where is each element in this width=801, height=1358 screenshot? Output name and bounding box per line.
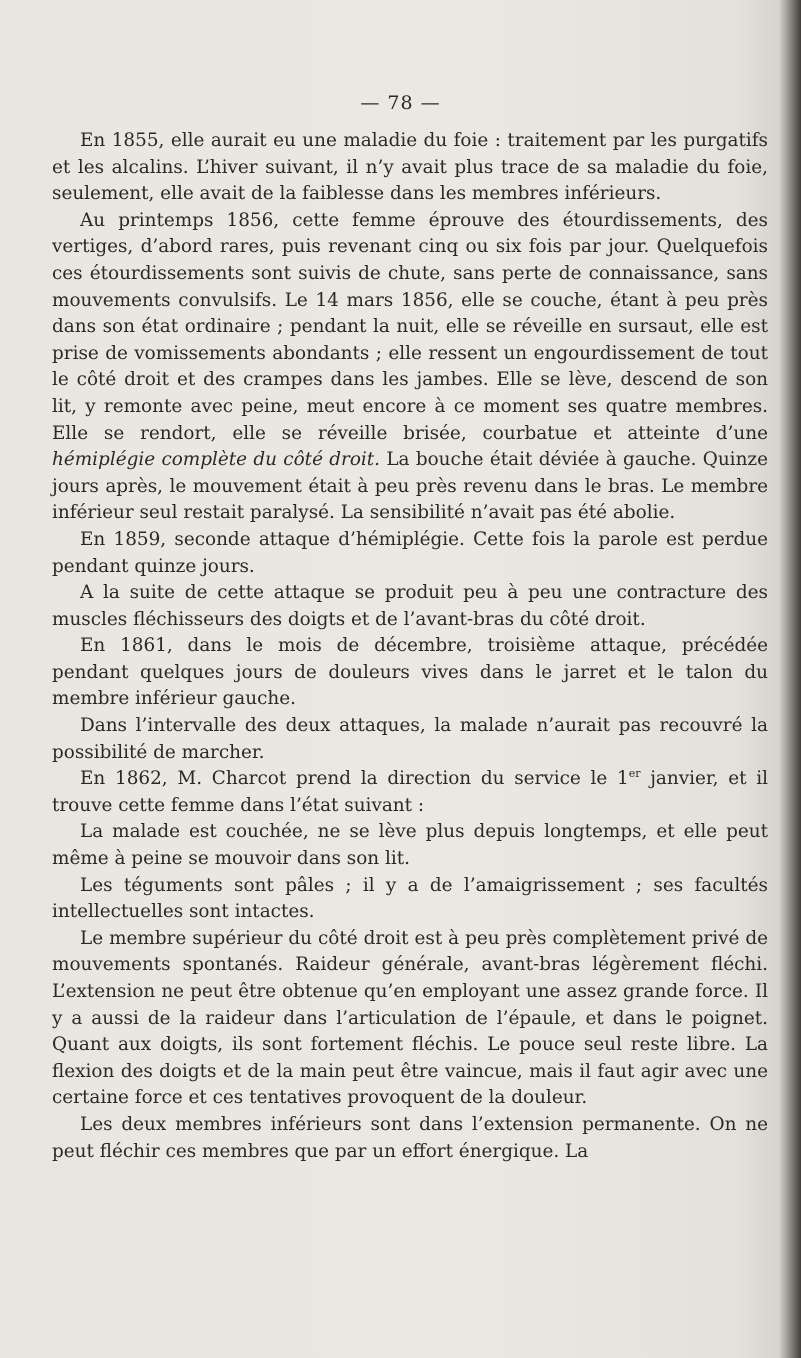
- paragraph-malade: La malade est couchée, ne se lève plus depuis longtemps, et elle peut même à peine se mouvoir dans son lit.: [52, 821, 768, 870]
- paragraph-1862: En 1862, M. Charcot prend la direction du service le 1er janvier, et il trouve cette femme dans l’état suivant :: [52, 767, 768, 816]
- italic-diagnosis: hémiplégie complète du côté droit.: [52, 449, 381, 471]
- paragraph-membre-superieur: Le membre supérieur du côté droit est à peu près complètement privé de mouvements spontanés. Raideur générale, avant-bras légèrement fléchi. L’extension ne peut être obtenue qu’en employant une assez grande force. Il y a aussi de la raideur dans l’articulation de l’épaule, et dans le poignet. Quant aux doigts, ils sont fortement fléchis. Le pouce seul reste libre. La flexion des doigts et de la main peut être vaincue, mais il faut agir avec une certaine force et ces tentatives provoquent de la douleur.: [52, 927, 768, 1109]
- page-number: — 78 —: [360, 92, 441, 114]
- page-edge-shadow: [779, 0, 801, 1358]
- paragraph-1855: En 1855, elle aurait eu une maladie du foie : traitement par les purgatifs et les alcalins. L’hiver suivant, il n’y avait plus trace de sa maladie du foie, seulement, elle avait de la faiblesse dans les membres inférieurs.: [52, 130, 768, 205]
- paragraph-membres-inferieurs: Les deux membres inférieurs sont dans l’extension permanente. On ne peut fléchir ces membres que par un effort énergique. La: [52, 1113, 768, 1162]
- paragraph-1861: En 1861, dans le mois de décembre, troisième attaque, précédée pendant quelques jours de douleurs vives dans le jarret et le talon du membre inférieur gauche.: [52, 635, 768, 710]
- paragraph-intervalle: Dans l’intervalle des deux attaques, la malade n’aurait pas recouvré la possibilité de marcher.: [52, 715, 768, 763]
- paragraph-contracture: A la suite de cette attaque se produit peu à peu une contracture des muscles fléchisseurs des doigts et de l’avant-bras du côté droit.: [52, 582, 768, 630]
- paragraph-1856: Au printemps 1856, cette femme éprouve des étourdissements, des vertiges, d’abord rares, puis revenant cinq ou six fois par jour. Quelquefois ces étourdissements sont suivis de chute, sans perte de connaissance, sans mouvements convulsifs. Le 14 mars 1856, elle se couche, étant à peu près dans son état ordinaire ; pendant la nuit, elle se réveille en sursaut, elle est prise de vomissements abondants ; elle ressent un engourdissement de tout le côté droit et des crampes dans les jambes. Elle se lève, descend de son lit, y remonte avec peine, meut encore à ce moment ses quatre membres. Elle se rendort, elle se réveille brisée, courbatue et atteinte d’une hémiplégie complète du côté droit. La bouche était déviée à gauche. Quinze jours après, le mouvement était à peu près revenu dans le bras. Le membre inférieur seul restait paralysé. La sensibilité n’avait pas été abolie.: [52, 209, 768, 524]
- body-text: [52, 128, 768, 1165]
- paragraph-teguments: Les téguments sont pâles ; il y a de l’amaigrissement ; ses facultés intellectuelles sont intactes.: [52, 874, 768, 923]
- paragraph-1859: En 1859, seconde attaque d’hémiplégie. Cette fois la parole est perdue pendant quinze jours.: [52, 528, 768, 577]
